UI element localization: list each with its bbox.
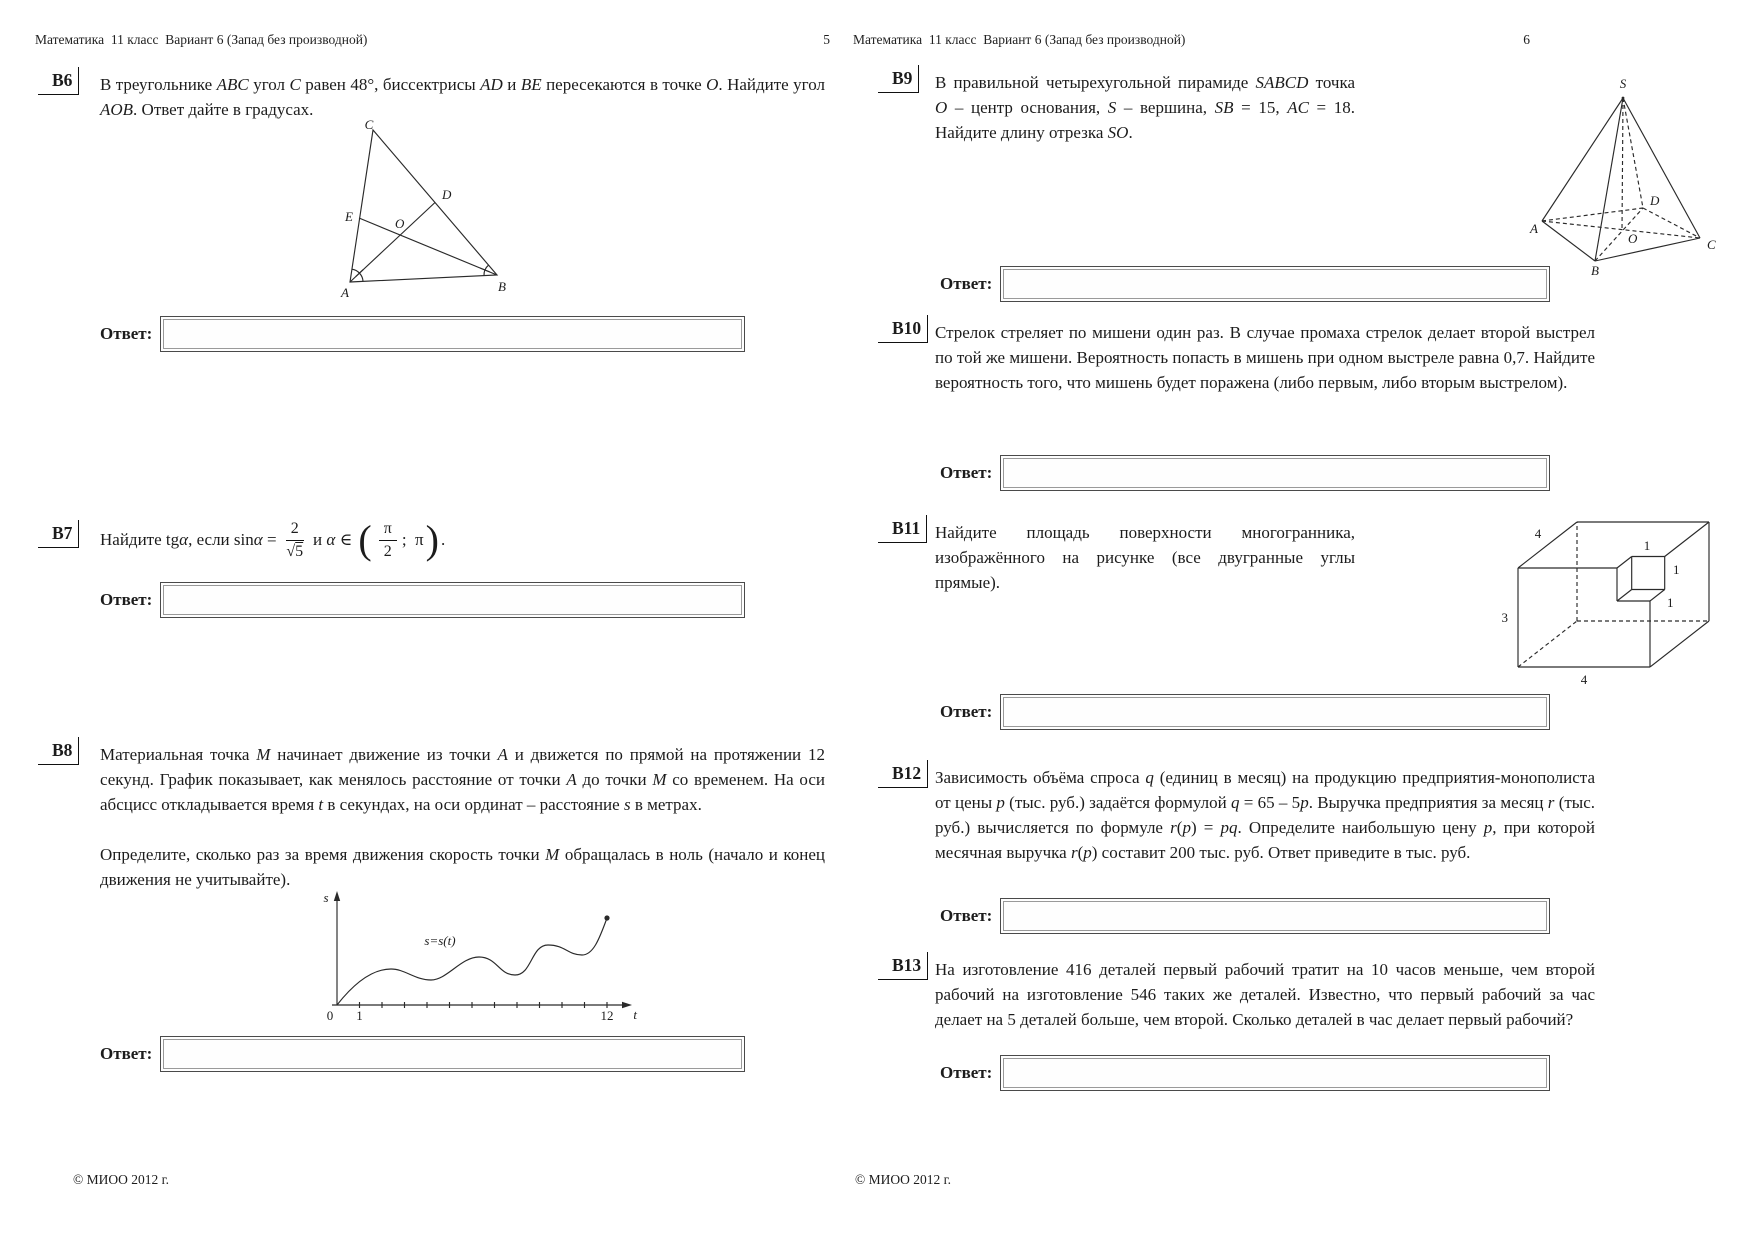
- b12-answer-row: [940, 898, 1550, 934]
- b9-answer-box[interactable]: [1000, 266, 1550, 302]
- apex-dot: [1622, 97, 1625, 100]
- b7-answer-box[interactable]: [160, 582, 745, 618]
- problem-b11-number: В11: [878, 520, 926, 544]
- problem-b13-tick: [927, 952, 928, 980]
- problem-b10-number: В10: [878, 320, 927, 344]
- page-left-footer: © МИОО 2012 г.: [73, 1172, 170, 1187]
- vertex-label-c: C: [364, 120, 374, 132]
- dim-label-notch-bottom-1: 1: [1667, 595, 1674, 610]
- problem-b13-label: [878, 950, 928, 980]
- b10-answer-box[interactable]: [1000, 455, 1550, 491]
- b12-answer-field[interactable]: [1003, 901, 1547, 931]
- problem-b11-tick: [926, 515, 927, 543]
- s-axis-label: s: [323, 890, 329, 905]
- b13-answer-row: [940, 1055, 1550, 1091]
- problem-b10-label: [878, 313, 928, 343]
- b11-answer-box[interactable]: [1000, 694, 1550, 730]
- vertex-label-d: D: [1650, 193, 1660, 208]
- dim-label-top-4: 4: [1534, 526, 1542, 541]
- b7-answer-label: Ответ:: [100, 590, 153, 609]
- point-label-e: E: [345, 209, 353, 224]
- problem-b9-label: [878, 63, 919, 93]
- b7-fraction: [286, 519, 304, 560]
- problem-b7-formula: [100, 508, 445, 572]
- page-left-number: 5: [823, 32, 830, 47]
- graph-axes: [332, 891, 632, 1008]
- b6-answer-field[interactable]: [163, 319, 742, 349]
- b9-answer-row: [940, 266, 1550, 302]
- open-paren: (: [358, 517, 372, 562]
- problem-b12-label: [878, 758, 928, 788]
- b8-answer-label: Ответ:: [100, 1044, 153, 1063]
- polyhedron-notch-edges: [1617, 557, 1665, 602]
- origin-label: 0: [326, 1008, 334, 1023]
- b9-answer-label: Ответ:: [940, 274, 993, 293]
- b8-answer-box[interactable]: [160, 1036, 745, 1072]
- problem-b12-number: В12: [878, 765, 927, 789]
- page-right-footer: © МИОО 2012 г.: [855, 1172, 952, 1187]
- b7-fraction-numerator: 2: [286, 519, 304, 540]
- problem-b12-text: Зависимость объёма спроса q (единиц в месяц) на продукцию предприятия-монополиста от цены p (тыс. руб.) задаётся формулой q = 65 – 5p. Выручка предприятия за месяц r (тыс. руб.) вычисляется по формуле r(p) = pq. Определите наибольшую цену p, при которой месячная выручка r(p) составит 200 тыс. руб. Ответ приведите в тыс. руб.: [935, 768, 1596, 862]
- dim-label-left-3: 3: [1501, 610, 1508, 625]
- b8-answer-field[interactable]: [163, 1039, 742, 1069]
- b11-answer-field[interactable]: [1003, 697, 1547, 727]
- pyramid-solid-edges: [1542, 98, 1700, 261]
- problem-b11-text: Найдите площадь поверхности многогранника, изображённого на рисунке (все двугранные углы прямые).: [935, 523, 1355, 592]
- b13-answer-box[interactable]: [1000, 1055, 1550, 1091]
- b9-answer-field[interactable]: [1003, 269, 1547, 299]
- b7-formula-pre: Найдите tgα, если sinα =: [100, 530, 281, 549]
- b11-answer-label: Ответ:: [940, 702, 993, 721]
- problem-b7-tick: [78, 520, 79, 548]
- pyramid-hidden-edges: [1542, 98, 1700, 261]
- b7-interval-fraction: $\frac{\pi}{2}$: [379, 519, 397, 560]
- page-right-number: 6: [1523, 32, 1530, 47]
- point-label-o: O: [395, 216, 405, 231]
- vertex-label-a: A: [1530, 221, 1538, 236]
- problem-b7-label: [38, 518, 79, 548]
- vertex-label-b: B: [1591, 263, 1599, 278]
- vertex-label-b: B: [498, 279, 506, 294]
- close-paren: ): [425, 517, 439, 562]
- problem-b10-tick: [927, 315, 928, 343]
- problem-b8-number: В8: [38, 742, 78, 766]
- vertex-label-a: A: [341, 285, 349, 300]
- b10-answer-label: Ответ:: [940, 463, 993, 482]
- problem-b7-number: В7: [38, 525, 78, 549]
- problem-b6-label: [38, 65, 79, 95]
- problem-b10-text: Стрелок стреляет по мишени один раз. В случае промаха стрелок делает второй выстрел по той же мишени. Вероятность попасть в мишень при одном выстреле равна 0,7. Найдите вероятность того, что мишень будет поражена (либо первым, либо вторым выстрелом).: [935, 323, 1595, 392]
- problem-b8-label: [38, 735, 79, 765]
- b12-answer-label: Ответ:: [940, 906, 993, 925]
- problem-b8-text-1: Материальная точка M начинает движение из точки A и движется по прямой на протяжении 12 секунд. График показывает, как менялось расстояние от точки A до точки M со временем. На оси абсцисс откладывается время t в секундах, на оси ординат – расстояние s в метрах.: [100, 745, 825, 814]
- b7-period: .: [440, 530, 446, 549]
- problem-b12-tick: [927, 760, 928, 788]
- b6-answer-label: Ответ:: [100, 324, 153, 343]
- page-right-header: Математика 11 класс Вариант 6 (Запад без производной): [853, 32, 1186, 47]
- vertex-label-s: S: [1619, 78, 1627, 91]
- dim-label-notch-top-1: 1: [1643, 538, 1651, 553]
- b11-answer-row: [940, 694, 1550, 730]
- vertex-label-c: C: [1707, 237, 1716, 252]
- problem-b9-text: В правильной четырехугольной пирамиде SABCD точка O – центр основания, S – вершина, SB = 15, AC = 18. Найдите длину отрезка SO.: [935, 73, 1355, 142]
- page-left-header: Математика 11 класс Вариант 6 (Запад без производной): [35, 32, 368, 47]
- dim-label-bottom-4: 4: [1580, 672, 1588, 687]
- triangle-figure: [325, 120, 510, 302]
- dim-label-notch-right-1: 1: [1673, 562, 1680, 577]
- t-axis-label: t: [633, 1007, 637, 1022]
- b6-answer-row: [100, 316, 745, 352]
- distance-curve: [337, 918, 607, 1005]
- sqrt-icon: √: [286, 542, 296, 560]
- motion-graph-figure: [285, 888, 640, 1028]
- b7-formula-mid: и α ∈: [308, 530, 357, 549]
- tick-12-label: 12: [600, 1008, 614, 1023]
- problem-b13-text: На изготовление 416 деталей первый рабочий тратит на 10 часов меньше, чем второй рабочий на изготовление 546 таких же деталей. Известно, что первый рабочий за час делает на 5 деталей больше, чем второй. Сколько деталей в час делает первый рабочий?: [935, 960, 1595, 1029]
- polyhedron-figure: [1490, 510, 1735, 690]
- problem-b13-number: В13: [878, 957, 927, 981]
- curve-endpoint-dot: [604, 915, 609, 920]
- b10-answer-field[interactable]: [1003, 458, 1547, 488]
- b10-answer-row: [940, 455, 1550, 491]
- b7-fraction-denominator: √5: [286, 542, 304, 560]
- b6-answer-box[interactable]: [160, 316, 745, 352]
- problem-b8-tick: [78, 737, 79, 765]
- b13-answer-label: Ответ:: [940, 1063, 993, 1082]
- problem-b8-text-2: Определите, сколько раз за время движения скорость точки M обращалась в ноль (начало и конец движения не учитывайте).: [100, 845, 826, 889]
- problem-b9-number: В9: [878, 70, 918, 94]
- problem-b6-tick: [78, 67, 79, 95]
- center-label-o: O: [1628, 231, 1638, 246]
- b7-answer-field[interactable]: [163, 585, 742, 615]
- b12-answer-box[interactable]: [1000, 898, 1550, 934]
- b13-answer-field[interactable]: [1003, 1058, 1547, 1088]
- b7-interval-rest: ; π: [401, 530, 424, 549]
- b8-answer-row: [100, 1036, 745, 1072]
- problem-b9-tick: [918, 65, 919, 93]
- point-label-d: D: [442, 187, 452, 202]
- triangle-lines: [350, 130, 497, 282]
- b7-answer-row: [100, 582, 745, 618]
- problem-b6-number: В6: [38, 72, 78, 96]
- pyramid-figure: [1510, 78, 1730, 278]
- problem-b6-text: В треугольнике ABC угол C равен 48°, биссектрисы AD и BE пересекаются в точке O. Найдите угол AOB. Ответ дайте в градусах.: [100, 75, 825, 119]
- problem-b11-label: [878, 513, 927, 543]
- tick-1-label: 1: [356, 1008, 363, 1023]
- curve-label: s=s(t): [424, 933, 456, 948]
